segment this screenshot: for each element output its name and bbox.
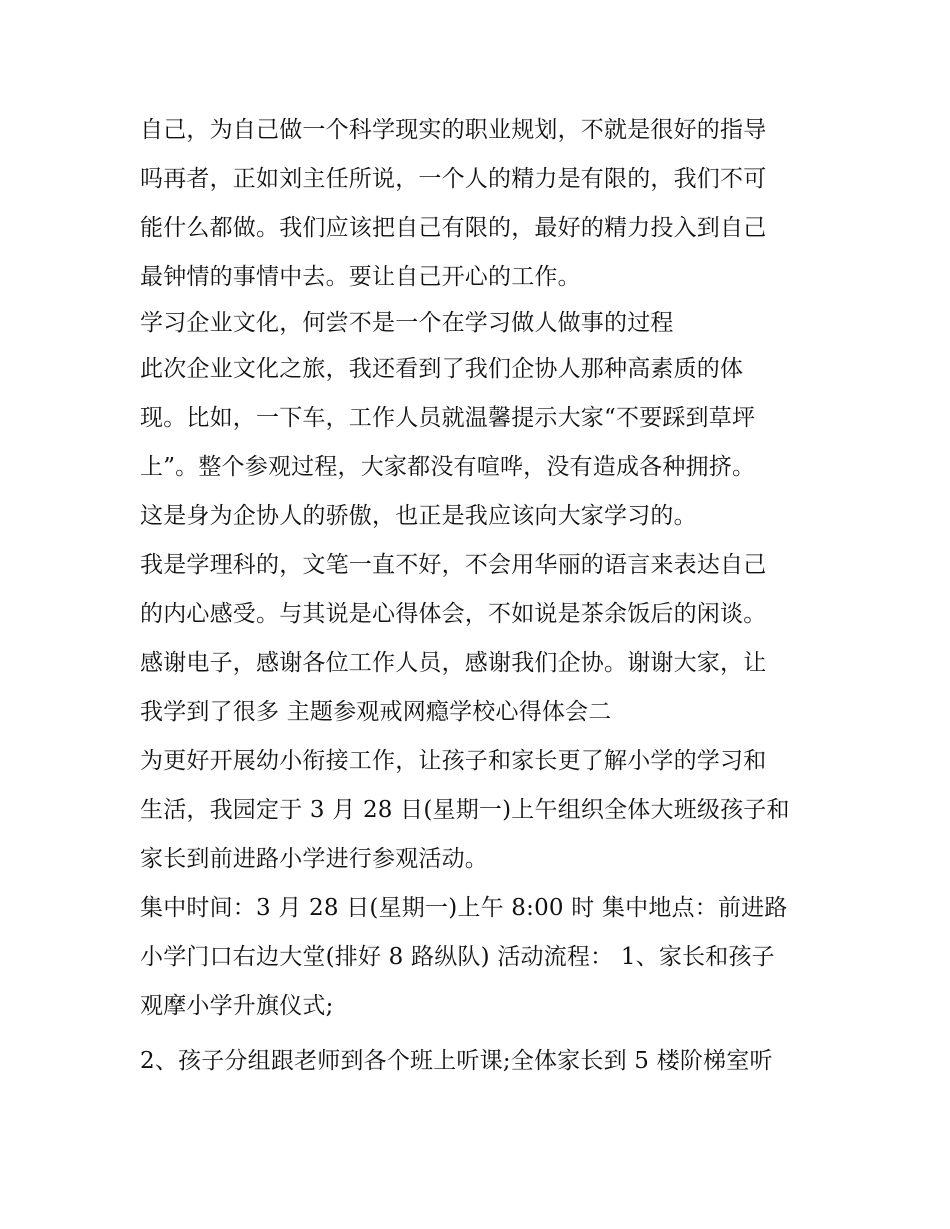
text-line: 我是学理科的，文笔一直不好，不会用华丽的语言来表达自己 — [140, 552, 767, 578]
document-body — [140, 106, 830, 1086]
text-line: 上”。整个参观过程，大家都没有喧哗，没有造成各种拥挤。 — [140, 454, 756, 480]
text-line: 2、孩子分组跟老师到各个班上听课;全体家长到 5 楼阶梯室听 — [140, 1048, 773, 1074]
text-line: 现。比如，一下车，工作人员就温馨提示大家“不要踩到草坪 — [140, 405, 756, 431]
text-line: 我学到了很多 主题参观戒网瘾学校心得体会二 — [140, 699, 612, 725]
text-line: 这是身为企协人的骄傲，也正是我应该向大家学习的。 — [140, 503, 697, 529]
text-line: 观摩小学升旗仪式; — [140, 993, 334, 1019]
text-line: 此次企业文化之旅，我还看到了我们企协人那种高素质的体 — [140, 356, 744, 382]
text-line: 集中时间：3 月 28 日(星期一)上午 8:00 时 集中地点：前进路 — [140, 895, 788, 921]
text-line: 感谢电子，感谢各位工作人员，感谢我们企协。谢谢大家，让 — [140, 650, 767, 676]
text-line: 生活，我园定于 3 月 28 日(星期一)上午组织全体大班级孩子和 — [140, 797, 790, 823]
text-line: 最钟情的事情中去。要让自己开心的工作。 — [140, 264, 581, 290]
text-line: 吗再者，正如刘主任所说，一个人的精力是有限的，我们不可 — [140, 166, 767, 192]
section-heading: 学习企业文化，何尝不是一个在学习做人做事的过程 — [140, 310, 674, 336]
text-line: 家长到前进路小学进行参观活动。 — [140, 846, 488, 872]
text-line: 的内心感受。与其说是心得体会，不如说是茶余饭后的闲谈。 — [140, 601, 767, 627]
text-line: 小学门口右边大堂(排好 8 路纵队) 活动流程： 1、家长和孩子 — [140, 944, 775, 970]
text-line: 能什么都做。我们应该把自己有限的，最好的精力投入到自己 — [140, 215, 767, 241]
text-line: 自己，为自己做一个科学现实的职业规划，不就是很好的指导 — [140, 117, 767, 143]
text-line: 为更好开展幼小衔接工作，让孩子和家长更了解小学的学习和 — [140, 748, 767, 774]
